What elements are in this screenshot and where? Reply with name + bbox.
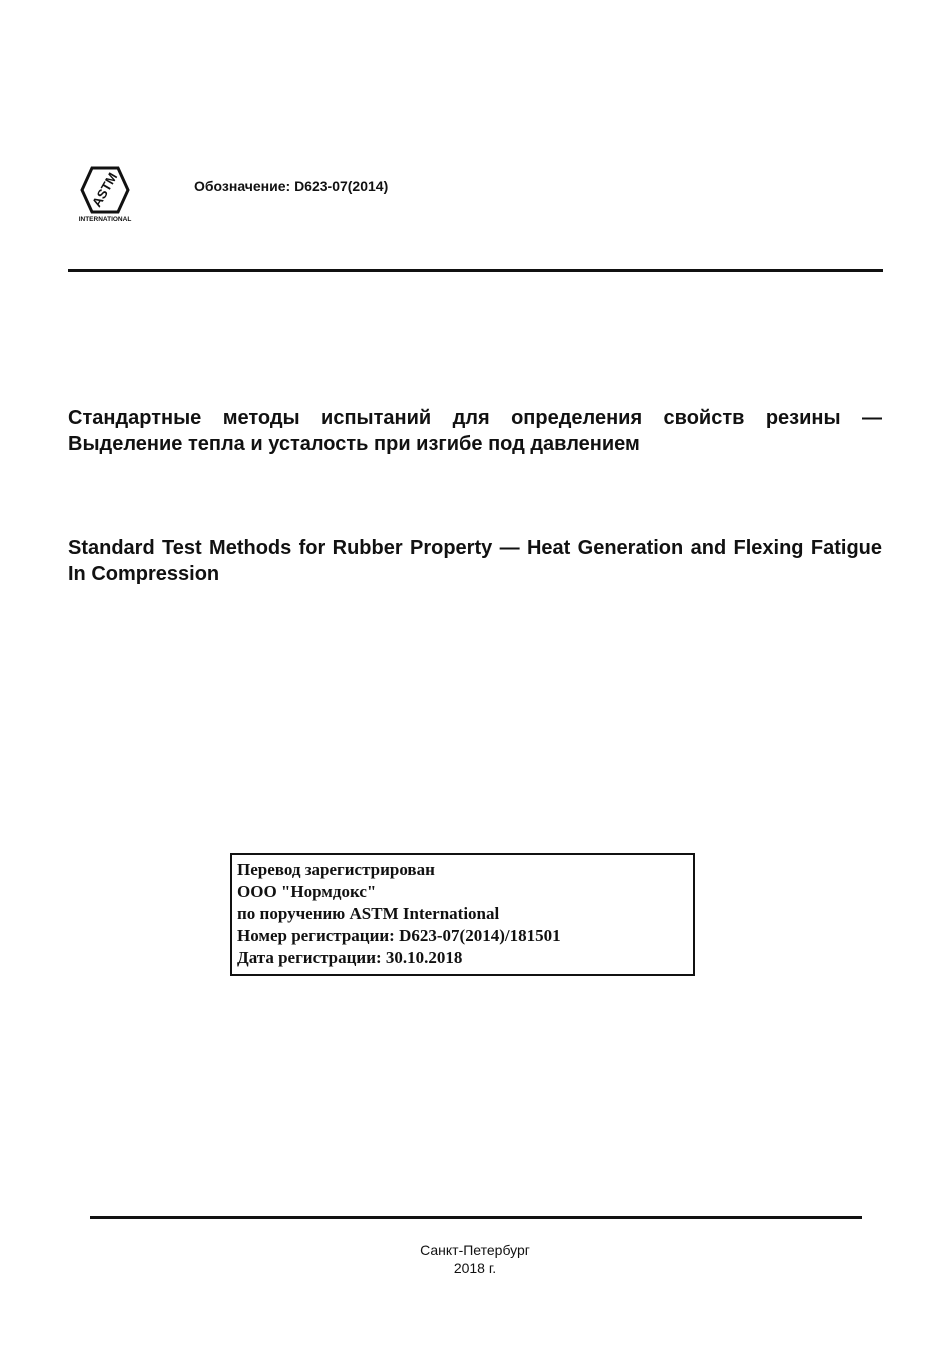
registration-line-1: Перевод зарегистрирован [237,860,435,879]
title-english: Standard Test Methods for Rubber Property — Heat Generation and Flexing Fatigue In Compression [68,537,882,585]
document-designation: Обозначение: D623-07(2014) [194,178,389,194]
footer [0,1241,950,1277]
logo-text: ASTM [88,170,121,210]
footer-year: 2018 г. [453,1260,497,1276]
registration-line-3: по поручению ASTM International [237,904,500,923]
bottom-divider [90,1216,862,1219]
registration-box [230,853,695,976]
registration-line-2: ООО "Нормдокс" [237,882,377,901]
logo-subtext: INTERNATIONAL [78,216,132,223]
footer-city: Санкт-Петербург [420,1242,530,1258]
registration-date: Дата регистрации: 30.10.2018 [237,948,463,967]
astm-logo-icon [78,164,132,224]
top-divider [68,269,883,272]
registration-number: Номер регистрации: D623-07(2014)/181501 [237,926,561,945]
title-russian: Стандартные методы испытаний для определения свойств резины — Выделение тепла и усталость при изгибе под давлением [68,407,882,455]
